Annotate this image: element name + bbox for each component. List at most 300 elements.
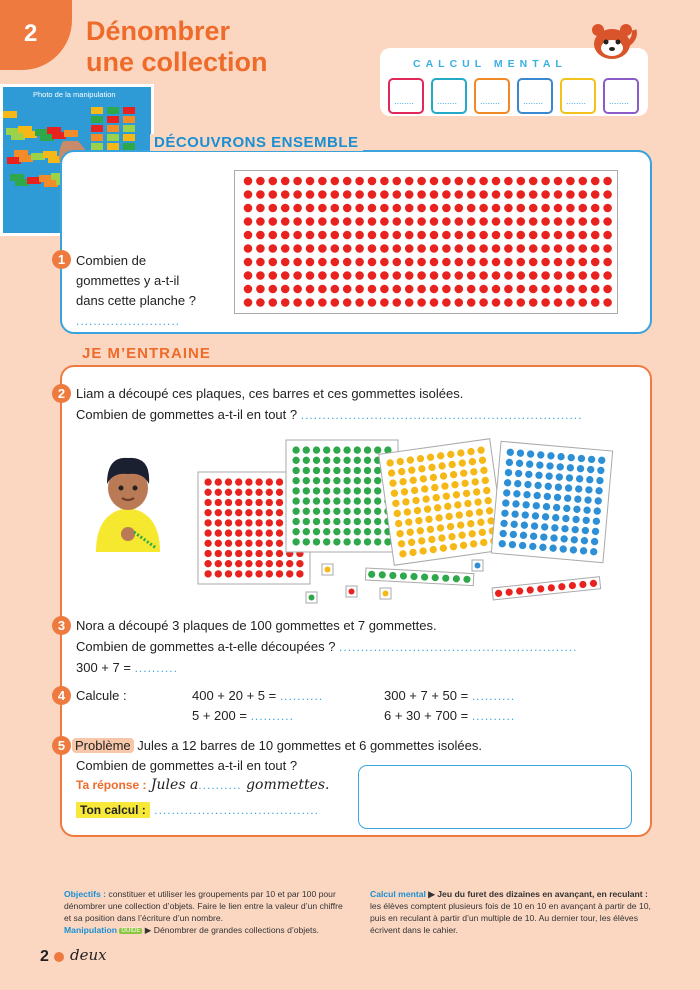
red-gommette (318, 285, 327, 294)
ta-reponse-label: Ta réponse : (76, 778, 147, 792)
red-gommette (603, 298, 612, 307)
plaque-gommette (333, 497, 340, 504)
red-gommette (281, 190, 290, 199)
manipulation-text: ▶ Dénombrer de grandes collections d’objets. (142, 925, 320, 935)
red-gommette (504, 204, 513, 213)
plaque-gommette (215, 519, 222, 526)
plaque-gommette (354, 528, 361, 535)
question-1-number: 1 (52, 250, 71, 269)
red-gommette (566, 217, 575, 226)
photo-tile (3, 111, 17, 118)
red-gommette (467, 285, 476, 294)
red-gommette (504, 217, 513, 226)
calcul-mental-label: CALCUL MENTAL (413, 58, 567, 70)
red-gommette (442, 204, 451, 213)
plaque-gommette (255, 478, 262, 485)
red-gommette (368, 231, 377, 240)
plaque-gommette (364, 477, 371, 484)
red-gommette (331, 285, 340, 294)
red-gommette (467, 258, 476, 267)
red-gommette (554, 217, 563, 226)
red-gommette (504, 244, 513, 253)
q3-calc-expr: 300 + 7 = (76, 660, 135, 675)
op-3-expr: 300 + 7 + 50 = (384, 688, 472, 703)
red-gommette (393, 204, 402, 213)
isolee-yellow (325, 567, 331, 573)
plaque-gommette (235, 550, 242, 557)
plaque-gommette (364, 497, 371, 504)
barre-red (492, 577, 601, 600)
plaque-gommette (343, 457, 350, 464)
plaque-gommette (215, 499, 222, 506)
plaque-gommette (215, 550, 222, 557)
plaque-gommette (343, 477, 350, 484)
plaque-gommette (313, 508, 320, 515)
red-gommette (455, 271, 464, 280)
red-gommette (343, 177, 352, 186)
ton-calcul-line (76, 801, 319, 819)
plaque-gommette (343, 508, 350, 515)
plaque-gommette (323, 477, 330, 484)
cell-placeholder: ........ (480, 96, 501, 106)
question-2-line-2 (76, 405, 582, 425)
plaque-gommette (286, 570, 293, 577)
q1-answer-blank[interactable]: ........................ (76, 314, 181, 328)
plaque-gommette (323, 528, 330, 535)
plaque-gommette (235, 540, 242, 547)
question-2-line-1: Liam a découpé ces plaques, ces barres et ces gommettes isolées. (76, 386, 464, 401)
red-gommette (244, 190, 253, 199)
red-gommette (529, 204, 538, 213)
q5-statement: Jules a 12 barres de 10 gommettes et 6 gommettes isolées. (133, 738, 482, 753)
plaque-gommette (313, 487, 320, 494)
red-gommette (417, 258, 426, 267)
red-gommette (504, 177, 513, 186)
plaque-gommette (364, 457, 371, 464)
plaque-gommette (245, 489, 252, 496)
calcul-mental-cell-1[interactable] (388, 78, 424, 114)
plaque-gommette (374, 528, 381, 535)
red-gommette (517, 190, 526, 199)
red-gommette (343, 217, 352, 226)
question-3-number: 3 (52, 616, 71, 635)
red-gommette (343, 298, 352, 307)
red-gommette (269, 271, 278, 280)
red-gommette (430, 258, 439, 267)
plaque-yellow (379, 439, 505, 565)
red-gommette (529, 298, 538, 307)
isolee-green (309, 595, 315, 601)
plaque-gommette (215, 560, 222, 567)
red-gommette (603, 244, 612, 253)
plaque-gommette (245, 529, 252, 536)
red-gommette (554, 231, 563, 240)
answer-box[interactable] (358, 765, 632, 829)
plaque-gommette (303, 518, 310, 525)
q5-answer-blank[interactable]: .......... (198, 778, 242, 792)
plaque-gommette (266, 570, 273, 577)
photo-bar-tile (123, 107, 135, 114)
plaque-gommette (303, 508, 310, 515)
plaque-gommette (374, 538, 381, 545)
plaque-gommette (225, 550, 232, 557)
red-gommette (318, 217, 327, 226)
plaque-gommette (266, 478, 273, 485)
red-gommette (293, 298, 302, 307)
red-gommette (492, 258, 501, 267)
red-gommette (579, 271, 588, 280)
red-gommette (343, 271, 352, 280)
plaque-gommette (296, 560, 303, 567)
plaque-gommette (333, 467, 340, 474)
red-gommette (368, 298, 377, 307)
red-gommette (393, 190, 402, 199)
red-gommette (541, 298, 550, 307)
question-5-line-2: Combien de gommettes a-t-il en tout ? (76, 758, 298, 773)
red-gommette (417, 271, 426, 280)
red-gommette (318, 177, 327, 186)
red-gommette (293, 204, 302, 213)
cell-placeholder: ........ (566, 96, 587, 106)
q2-answer-blank[interactable]: ................................................................. (300, 408, 583, 422)
photo-bar-tile (123, 125, 135, 132)
plaque-gommette (276, 489, 283, 496)
red-gommette (343, 244, 352, 253)
plaque-gommette (276, 519, 283, 526)
red-gommette (504, 231, 513, 240)
red-gommette (579, 244, 588, 253)
photo-bar-tile (123, 143, 135, 150)
plaque-gommette (333, 457, 340, 464)
plaque-gommette (323, 446, 330, 453)
plaque-gommette (235, 560, 242, 567)
plaque-gommette (225, 499, 232, 506)
red-gommette (566, 285, 575, 294)
plaque-gommette (333, 518, 340, 525)
plaque-gommette (245, 550, 252, 557)
red-gommette (517, 217, 526, 226)
plaque-gommette (235, 519, 242, 526)
red-gommette (579, 258, 588, 267)
red-gommette (554, 298, 563, 307)
isolee-blue (475, 563, 481, 569)
calcul-mental-note-label: Calcul mental (370, 889, 429, 899)
plaque-gommette (276, 570, 283, 577)
plaque-gommette (303, 528, 310, 535)
red-gommette (430, 285, 439, 294)
plaque-gommette (245, 499, 252, 506)
plaque-gommette (374, 487, 381, 494)
plaque-gommette (245, 509, 252, 516)
question-4-number: 4 (52, 686, 71, 705)
photo-bar-tile (107, 125, 119, 132)
red-gommette (244, 244, 253, 253)
red-gommette (281, 244, 290, 253)
plaque-gommette (225, 560, 232, 567)
photo-bar-tile (91, 116, 103, 123)
red-gommette (368, 177, 377, 186)
red-gommette (467, 204, 476, 213)
je-m-entraine-heading: JE M’ENTRAINE (76, 345, 217, 362)
plaque-gommette (266, 540, 273, 547)
op-2-expr: 5 + 200 = (192, 708, 251, 723)
plaque-gommette (303, 467, 310, 474)
red-gommette (281, 271, 290, 280)
red-gommette (479, 204, 488, 213)
plaque-gommette (276, 509, 283, 516)
plaque-gommette (204, 560, 211, 567)
plaque-gommette (323, 487, 330, 494)
red-gommette (417, 285, 426, 294)
red-gommette (591, 298, 600, 307)
plaque-gommette (255, 529, 262, 536)
plaque-gommette (323, 538, 330, 545)
red-gommette (306, 298, 315, 307)
plaque-gommette (225, 540, 232, 547)
calcul-mental-cell-2[interactable] (431, 78, 467, 114)
gommettes-sheet (234, 170, 618, 314)
red-gommette (368, 217, 377, 226)
red-gommette (517, 285, 526, 294)
red-gommette (293, 177, 302, 186)
plaque-gommette (204, 509, 211, 516)
red-gommette (479, 177, 488, 186)
plaque-gommette (343, 487, 350, 494)
q3-calc-blank[interactable]: .......... (134, 661, 178, 675)
red-gommette (529, 177, 538, 186)
red-gommette (603, 285, 612, 294)
plaque-gommette (323, 497, 330, 504)
red-gommette (579, 217, 588, 226)
red-gommette (244, 177, 253, 186)
red-gommette (554, 244, 563, 253)
plaque-gommette (313, 477, 320, 484)
plaque-gommette (225, 529, 232, 536)
red-gommette (566, 190, 575, 199)
red-gommette (405, 231, 414, 240)
red-gommette (380, 217, 389, 226)
red-gommette (331, 217, 340, 226)
isolee-yellow-2 (383, 591, 389, 597)
plaque-gommette (292, 538, 299, 545)
plaque-gommette (286, 560, 293, 567)
cell-placeholder: ........ (394, 96, 415, 106)
plaque-gommette (333, 508, 340, 515)
red-gommette (504, 285, 513, 294)
plaque-gommette (276, 550, 283, 557)
red-gommette (541, 177, 550, 186)
plaque-gommette (266, 509, 273, 516)
red-gommette (355, 271, 364, 280)
plaque-gommette (313, 497, 320, 504)
calcul-mental-cell-4[interactable] (517, 78, 553, 114)
red-gommette (368, 271, 377, 280)
plaque-gommette (204, 550, 211, 557)
red-gommette (591, 244, 600, 253)
plaque-gommette (204, 529, 211, 536)
red-gommette (455, 298, 464, 307)
red-gommette (541, 217, 550, 226)
red-gommette (244, 285, 253, 294)
plaque-gommette (313, 457, 320, 464)
plaque-gommette (235, 509, 242, 516)
plaque-gommette (333, 477, 340, 484)
op-3-blank[interactable]: .......... (471, 689, 516, 703)
red-gommette (504, 271, 513, 280)
op-2-blank[interactable]: .......... (250, 709, 294, 723)
plaque-gommette (266, 489, 273, 496)
plaque-gommette (266, 550, 273, 557)
plaque-gommette (266, 519, 273, 526)
plaque-gommette (354, 538, 361, 545)
red-gommette (517, 244, 526, 253)
red-gommette (256, 258, 265, 267)
plaque-gommette (343, 538, 350, 545)
op-4-blank[interactable]: .......... (471, 709, 516, 723)
barre-strip (492, 577, 601, 600)
red-gommette (405, 285, 414, 294)
red-gommette (393, 285, 402, 294)
plaque-gommette (245, 560, 252, 567)
red-gommette (281, 298, 290, 307)
red-gommette (566, 177, 575, 186)
plaque-gommette (364, 518, 371, 525)
red-gommette (393, 298, 402, 307)
red-gommette (566, 231, 575, 240)
red-gommette (306, 190, 315, 199)
red-gommette (554, 204, 563, 213)
red-gommette (293, 190, 302, 199)
photo-tile (7, 157, 21, 164)
probleme-badge: Problème (72, 738, 134, 753)
red-gommette (455, 204, 464, 213)
plaque-gommette (215, 478, 222, 485)
red-gommette (492, 271, 501, 280)
red-gommette (306, 177, 315, 186)
red-gommette (256, 204, 265, 213)
plaque-gommette (235, 478, 242, 485)
plaque-gommette (374, 446, 381, 453)
red-gommette (331, 271, 340, 280)
q5-calc-blank[interactable]: ...................................... (154, 803, 319, 817)
calcul-mental-cell-5[interactable] (560, 78, 596, 114)
red-gommette (529, 231, 538, 240)
red-gommette (492, 177, 501, 186)
red-gommette (417, 217, 426, 226)
red-gommette (393, 217, 402, 226)
plaque-gommette (204, 478, 211, 485)
red-gommette (355, 177, 364, 186)
red-gommette (318, 271, 327, 280)
calcul-mental-cell-6[interactable] (603, 78, 639, 114)
calc-op-4 (384, 706, 515, 726)
red-gommette (269, 231, 278, 240)
plaque-gommette (276, 560, 283, 567)
red-gommette (442, 244, 451, 253)
red-gommette (517, 271, 526, 280)
red-gommette (479, 190, 488, 199)
plaque-gommette (266, 560, 273, 567)
red-gommette (405, 177, 414, 186)
calcul-mental-cell-3[interactable] (474, 78, 510, 114)
red-gommette (281, 204, 290, 213)
red-gommette (455, 258, 464, 267)
plaque-gommette (245, 570, 252, 577)
plaque-gommette (292, 487, 299, 494)
plaque-gommette (276, 540, 283, 547)
red-gommette (591, 285, 600, 294)
red-gommette (256, 231, 265, 240)
q3-answer-blank[interactable]: ....................................................... (339, 640, 578, 654)
plaque-gommette (343, 497, 350, 504)
red-gommette (318, 244, 327, 253)
red-gommette (430, 204, 439, 213)
photo-caption: Photo de la manipulation (33, 90, 116, 99)
notes-left-col (64, 888, 346, 937)
red-gommette (405, 204, 414, 213)
plaque-gommette (343, 528, 350, 535)
red-gommette (244, 258, 253, 267)
red-gommette (517, 298, 526, 307)
plaque-gommette (374, 477, 381, 484)
red-gommette (306, 231, 315, 240)
op-1-blank[interactable]: .......... (279, 689, 324, 703)
q1-line-3: dans cette planche ? (76, 293, 196, 308)
photo-tile (43, 151, 57, 158)
red-gommette (467, 190, 476, 199)
red-gommette (430, 271, 439, 280)
red-gommette (517, 258, 526, 267)
plaque-gommette (354, 446, 361, 453)
red-gommette (455, 244, 464, 253)
red-gommette (442, 190, 451, 199)
red-gommette (368, 285, 377, 294)
red-gommette (244, 217, 253, 226)
photo-tile (64, 130, 78, 137)
plaque-gommette (313, 528, 320, 535)
red-gommette (355, 190, 364, 199)
red-gommette (269, 177, 278, 186)
plaque-gommette (225, 509, 232, 516)
red-gommette (517, 177, 526, 186)
cell-placeholder: ........ (523, 96, 544, 106)
photo-tile (14, 150, 28, 157)
plaque-gommette (215, 540, 222, 547)
red-gommette (343, 204, 352, 213)
red-gommette (306, 258, 315, 267)
red-gommette (380, 298, 389, 307)
red-gommette (269, 217, 278, 226)
plaque-gommette (215, 570, 222, 577)
red-gommette (442, 271, 451, 280)
red-gommette (579, 204, 588, 213)
red-gommette (603, 190, 612, 199)
red-gommette (541, 244, 550, 253)
red-gommette (541, 285, 550, 294)
calc-op-3 (384, 686, 515, 706)
question-5-number: 5 (52, 736, 71, 755)
plaque-gommette (276, 499, 283, 506)
plaque-gommette (292, 477, 299, 484)
red-gommette (566, 204, 575, 213)
red-gommette (405, 244, 414, 253)
red-gommette (529, 217, 538, 226)
red-gommette (343, 258, 352, 267)
red-gommette (467, 271, 476, 280)
red-gommette (467, 177, 476, 186)
red-gommette (603, 204, 612, 213)
red-gommette (541, 204, 550, 213)
